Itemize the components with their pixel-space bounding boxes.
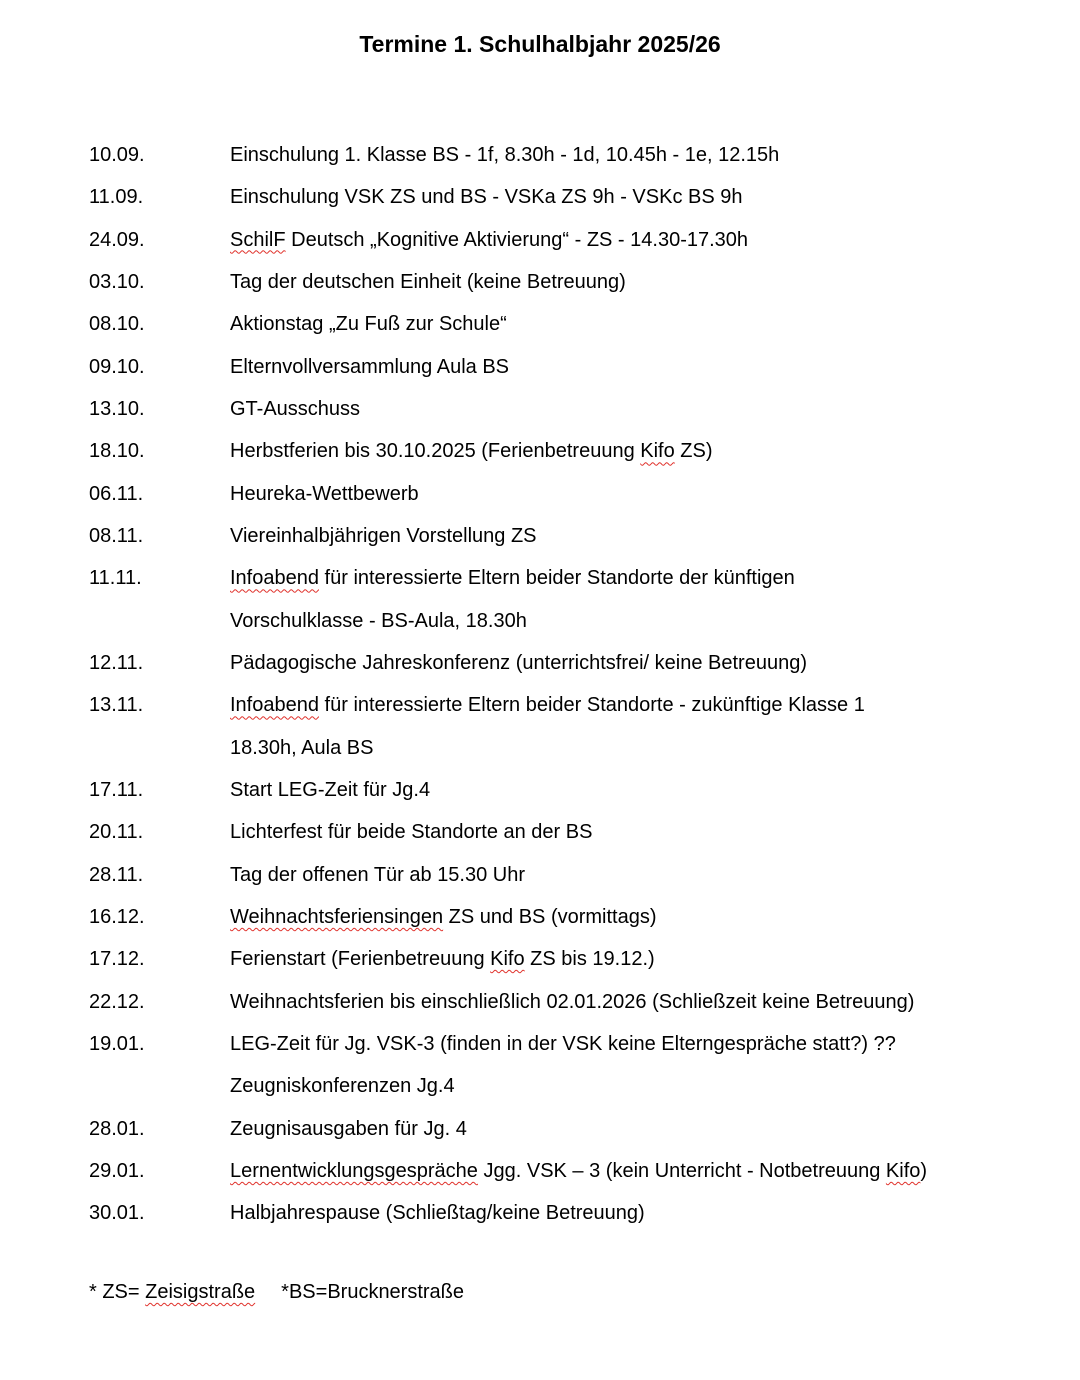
entry-text: 18.30h, Aula BS bbox=[230, 736, 374, 759]
entry-date: 18.10. bbox=[89, 440, 145, 463]
entry-date: 22.12. bbox=[89, 990, 145, 1013]
entry-text: Zeugnisausgaben für Jg. 4 bbox=[230, 1117, 467, 1140]
entry-date: 06.11. bbox=[89, 482, 144, 505]
entry-date: 09.10. bbox=[89, 355, 145, 378]
entry-date: 13.10. bbox=[89, 397, 145, 420]
schedule-entry bbox=[89, 430, 1049, 472]
schedule-entry bbox=[89, 388, 1049, 430]
entry-date: 03.10. bbox=[89, 270, 145, 293]
schedule-entry bbox=[89, 854, 1049, 896]
entry-text: Infoabend für interessierte Eltern beider Standorte - zukünftige Klasse 1 bbox=[230, 694, 865, 717]
schedule-entry bbox=[89, 1150, 1049, 1192]
spellcheck-word: Kifo bbox=[490, 948, 525, 971]
schedule-entry bbox=[89, 938, 1049, 980]
schedule-entry bbox=[89, 473, 1049, 515]
schedule-entry bbox=[89, 261, 1049, 303]
footnote bbox=[89, 1276, 464, 1308]
spellcheck-word: Infoabend bbox=[230, 694, 319, 717]
entry-date: 11.11. bbox=[89, 567, 142, 590]
schedule-entry bbox=[89, 303, 1049, 345]
schedule-entry bbox=[89, 1108, 1049, 1150]
entry-text: Weihnachtsferiensingen ZS und BS (vormittags) bbox=[230, 905, 657, 928]
entry-text: Start LEG-Zeit für Jg.4 bbox=[230, 778, 431, 801]
spellcheck-word: Weihnachtsferiensingen bbox=[230, 905, 444, 928]
entry-text: Infoabend für interessierte Eltern beider Standorte der künftigen bbox=[230, 567, 795, 590]
entry-text: Vorschulklasse - BS-Aula, 18.30h bbox=[230, 609, 527, 632]
schedule-entry bbox=[89, 176, 1049, 218]
entry-text: Ferienstart (Ferienbetreuung Kifo ZS bis 19.12.) bbox=[230, 948, 655, 971]
entry-date: 08.11. bbox=[89, 524, 144, 547]
entry-text: GT-Ausschuss bbox=[230, 397, 361, 420]
schedule-entry bbox=[89, 642, 1049, 684]
footnote-zs: * ZS= Zeisigstraße bbox=[89, 1281, 256, 1303]
spellcheck-word: Kifo bbox=[885, 1159, 921, 1182]
entry-date: 11.09. bbox=[89, 186, 144, 209]
spellcheck-word: Kifo bbox=[640, 440, 675, 463]
entry-date: 24.09. bbox=[89, 228, 145, 251]
spellcheck-word: Zeisigstraße bbox=[145, 1281, 256, 1303]
schedule-entry-continuation bbox=[89, 727, 1049, 769]
schedule-entry bbox=[89, 557, 1049, 599]
entry-date: 30.01. bbox=[89, 1202, 145, 1225]
document-title: Termine 1. Schulhalbjahr 2025/26 bbox=[359, 31, 721, 57]
entry-text: Einschulung 1. Klasse BS - 1f, 8.30h - 1d, 10.45h - 1e, 12.15h bbox=[230, 144, 780, 166]
schedule-list bbox=[89, 134, 1049, 1235]
entry-text: Einschulung VSK ZS und BS - VSKa ZS 9h - VSKc BS 9h bbox=[230, 186, 743, 209]
schedule-entry bbox=[89, 981, 1049, 1023]
footnote-bs: *BS=Brucknerstraße bbox=[281, 1281, 465, 1303]
entry-text: Halbjahrespause (Schließtag/keine Betreuung) bbox=[230, 1202, 645, 1225]
entry-text: Tag der offenen Tür ab 15.30 Uhr bbox=[230, 863, 526, 886]
entry-date: 17.11. bbox=[89, 778, 144, 801]
schedule-entry-continuation bbox=[89, 1065, 1049, 1107]
entry-date: 29.01. bbox=[89, 1159, 145, 1182]
entry-text: LEG-Zeit für Jg. VSK-3 (finden in der VSK keine Elterngespräche statt?) ?? bbox=[230, 1032, 896, 1055]
entry-date: 28.11. bbox=[89, 863, 144, 886]
schedule-entry bbox=[89, 896, 1049, 938]
schedule-entry bbox=[89, 515, 1049, 557]
spellcheck-word: Infoabend bbox=[230, 567, 319, 590]
entry-text: Aktionstag „Zu Fuß zur Schule“ bbox=[230, 313, 507, 336]
entry-text: Herbstferien bis 30.10.2025 (Ferienbetreuung Kifo ZS) bbox=[230, 440, 713, 463]
schedule-entry bbox=[89, 769, 1049, 811]
entry-date: 17.12. bbox=[89, 948, 145, 971]
entry-text: Heureka-Wettbewerb bbox=[230, 482, 419, 505]
entry-text: Lichterfest für beide Standorte an der BS bbox=[230, 821, 593, 844]
spellcheck-word: Lernentwicklungsgespräche bbox=[230, 1159, 478, 1182]
entry-date: 08.10. bbox=[89, 313, 145, 336]
entry-date: 28.01. bbox=[89, 1117, 145, 1140]
entry-text: Viereinhalbjährigen Vorstellung ZS bbox=[230, 524, 537, 547]
schedule-entry bbox=[89, 346, 1049, 388]
entry-text: Lernentwicklungsgespräche Jgg. VSK – 3 (kein Unterricht - Notbetreuung Kifo) bbox=[230, 1159, 928, 1182]
spellcheck-word: SchilF bbox=[230, 228, 286, 251]
entry-text: Pädagogische Jahreskonferenz (unterrichtsfrei/ keine Betreuung) bbox=[230, 651, 807, 674]
schedule-entry bbox=[89, 811, 1049, 853]
entry-date bbox=[89, 1065, 230, 1107]
schedule-entry-continuation bbox=[89, 600, 1049, 642]
schedule-entry bbox=[89, 1023, 1049, 1065]
entry-text: SchilF Deutsch „Kognitive Aktivierung“ - ZS - 14.30-17.30h bbox=[230, 228, 749, 251]
entry-text: Tag der deutschen Einheit (keine Betreuung) bbox=[230, 270, 626, 293]
entry-date: 10.09. bbox=[89, 144, 145, 166]
entry-date: 19.01. bbox=[89, 1032, 145, 1055]
schedule-entry bbox=[89, 684, 1049, 726]
schedule-entry bbox=[89, 219, 1049, 261]
entry-date: 16.12. bbox=[89, 905, 145, 928]
entry-date bbox=[89, 600, 230, 642]
entry-date bbox=[89, 727, 230, 769]
entry-text: Zeugniskonferenzen Jg.4 bbox=[230, 1075, 455, 1098]
entry-text: Elternvollversammlung Aula BS bbox=[230, 355, 510, 378]
schedule-entry bbox=[89, 134, 1049, 176]
entry-date: 20.11. bbox=[89, 821, 144, 844]
schedule-entry bbox=[89, 1192, 1049, 1234]
entry-text: Weihnachtsferien bis einschließlich 02.01.2026 (Schließzeit keine Betreuung) bbox=[230, 990, 915, 1013]
entry-date: 12.11. bbox=[89, 651, 144, 674]
entry-date: 13.11. bbox=[89, 694, 144, 717]
